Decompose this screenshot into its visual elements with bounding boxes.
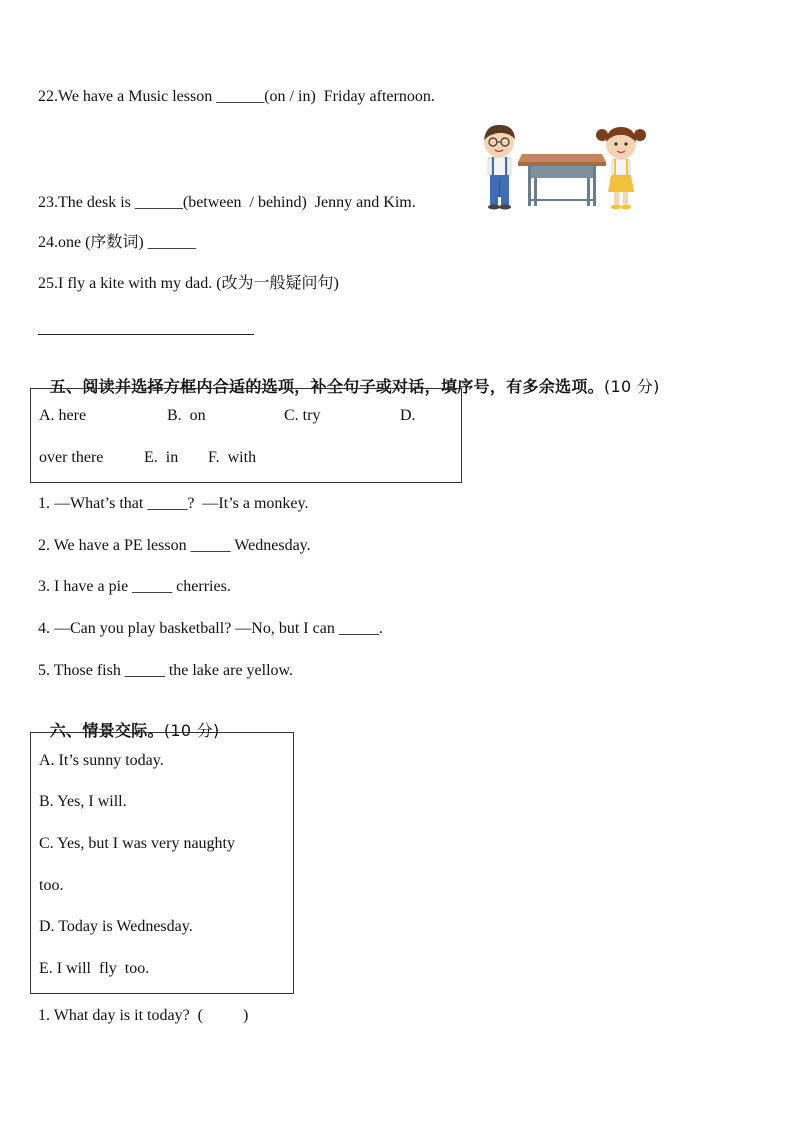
- dialogue-option-c: C. Yes, but I was very naughty: [39, 835, 235, 852]
- boy-figure: [484, 125, 515, 210]
- option-f: F. with: [208, 449, 257, 466]
- section-5-options-box: [30, 388, 462, 483]
- option-a: A. here: [39, 407, 87, 424]
- jenny-kim-desk-illustration: [478, 120, 650, 212]
- question-24: 24.one (序数词) ______: [38, 234, 196, 251]
- section-5-question-4: 4. —Can you play basketball? —No, but I can _____.: [38, 620, 383, 637]
- question-25: 25.I fly a kite with my dad. (改为一般疑问句): [38, 275, 339, 292]
- answer-blank-line[interactable]: [38, 334, 254, 335]
- section-5-question-5: 5. Those fish _____ the lake are yellow.: [38, 662, 294, 679]
- section-6-options-box: [30, 732, 294, 994]
- section-5-question-3: 3. I have a pie _____ cherries.: [38, 578, 231, 595]
- option-e: E. in: [144, 449, 179, 466]
- section-5-question-2: 2. We have a PE lesson _____ Wednesday.: [38, 537, 311, 554]
- desk-figure: [518, 154, 606, 206]
- option-c: C. try: [284, 407, 321, 424]
- dialogue-option-e: E. I will fly too.: [39, 960, 150, 977]
- dialogue-option-b: B. Yes, I will.: [39, 793, 127, 810]
- option-d-continued: over there: [39, 449, 104, 466]
- section-6-score: (10 分): [163, 721, 220, 740]
- section-5-question-1: 1. —What’s that _____? —It’s a monkey.: [38, 495, 309, 512]
- question-22: 22.We have a Music lesson ______(on / in) Friday afternoon.: [38, 88, 435, 105]
- option-d: D.: [400, 407, 416, 424]
- dialogue-option-a: A. It’s sunny today.: [39, 752, 164, 769]
- section-6-question-1: 1. What day is it today? ( ): [38, 1007, 249, 1024]
- dialogue-option-c-continued: too.: [39, 877, 64, 894]
- question-23: 23.The desk is ______(between / behind) Jenny and Kim.: [38, 194, 416, 211]
- dialogue-option-d: D. Today is Wednesday.: [39, 918, 193, 935]
- option-b: B. on: [167, 407, 206, 424]
- section-5-title: 五、阅读并选择方框内合适的选项，补全句子或对话，填序号，有多余选项。: [49, 377, 604, 396]
- section-5-score: (10 分): [603, 377, 660, 396]
- girl-figure: [596, 127, 646, 210]
- section-6-title: 六、情景交际。: [49, 721, 164, 740]
